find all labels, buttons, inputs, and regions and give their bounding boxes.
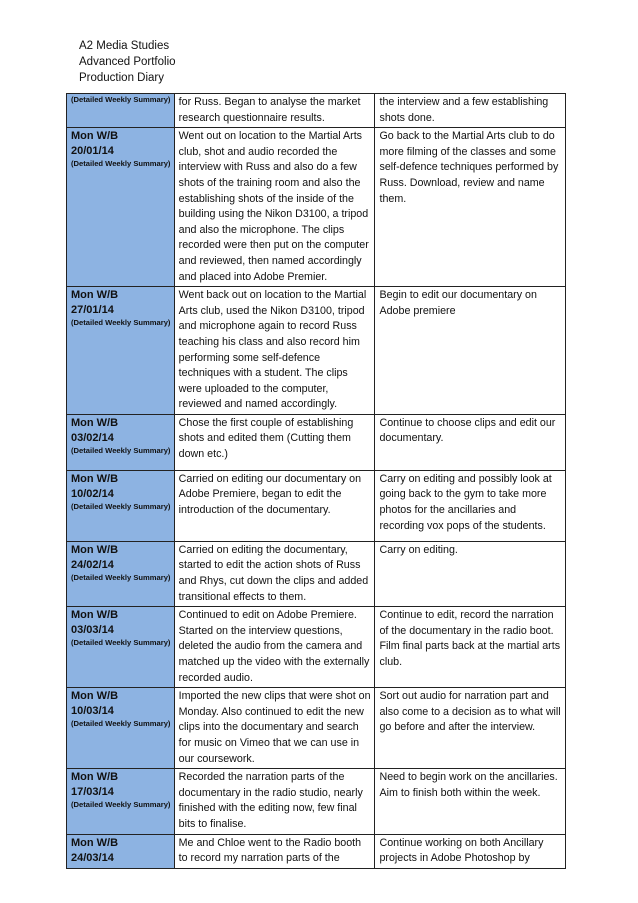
table-row — [67, 607, 566, 688]
table-row — [67, 94, 566, 128]
next-steps-cell: Go back to the Martial Arts club to do more filming of the classes and some self-defence techniques performed by Russ. Download, review and name them. — [375, 128, 566, 287]
week-cell — [67, 769, 175, 834]
work-done-cell: Imported the new clips that were shot on Monday. Also continued to edit the new clips into the documentary and search for music on Vimeo that we can use in our coursework. — [174, 688, 375, 769]
table-row — [67, 688, 566, 769]
week-label: Mon W/B — [71, 690, 119, 703]
work-done-cell: Carried on editing our documentary on Adobe Premiere, began to edit the introduction of the documentary. — [174, 470, 375, 541]
week-summary-label: (Detailed Weekly Summary) — [71, 318, 171, 328]
week-summary-label: (Detailed Weekly Summary) — [71, 638, 171, 648]
week-date: 03/03/14 — [71, 624, 114, 637]
next-steps-cell: Carry on editing. — [375, 541, 566, 606]
week-date: 10/03/14 — [71, 705, 114, 718]
next-steps-cell: Continue working on both Ancillary projects in Adobe Photoshop by — [375, 834, 566, 868]
week-label: Mon W/B — [71, 130, 119, 143]
table-row — [67, 128, 566, 287]
work-done-cell: Continued to edit on Adobe Premiere. Started on the interview questions, deleted the audio from the camera and matched up the video with the externally recorded audio. — [174, 607, 375, 688]
next-steps-cell: Begin to edit our documentary on Adobe premiere — [375, 287, 566, 415]
next-steps-cell: Continue to edit, record the narration of the documentary in the radio boot. Film final parts back at the martial arts club. — [375, 607, 566, 688]
week-date: 10/02/14 — [71, 487, 114, 500]
production-diary-table — [66, 93, 566, 869]
next-steps-cell: Sort out audio for narration part and also come to a decision as to what will go before and after the interview. — [375, 688, 566, 769]
work-done-cell: for Russ. Began to analyse the market research questionnaire results. — [174, 94, 375, 128]
next-steps-cell: Carry on editing and possibly look at going back to the gym to take more photos for the ancillaries and recording vox pops of the students. — [375, 470, 566, 541]
week-date: 03/02/14 — [71, 431, 114, 444]
work-done-cell: Recorded the narration parts of the documentary in the radio studio, nearly finished with the editing now, few final bits to finalise. — [174, 769, 375, 834]
week-label: Mon W/B — [71, 609, 119, 622]
table-row — [67, 834, 566, 868]
next-steps-cell: the interview and a few establishing shots done. — [375, 94, 566, 128]
week-summary-label: (Detailed Weekly Summary) — [71, 95, 171, 104]
week-label: Mon W/B — [71, 472, 119, 485]
table-row — [67, 287, 566, 415]
week-date: 24/02/14 — [71, 558, 114, 571]
week-cell — [67, 541, 175, 606]
work-done-cell: Chose the first couple of establishing shots and edited them (Cutting them down etc.) — [174, 414, 375, 470]
week-label: Mon W/B — [71, 289, 119, 302]
week-summary-label: (Detailed Weekly Summary) — [71, 159, 171, 169]
work-done-cell: Carried on editing the documentary, started to edit the action shots of Russ and Rhys, cut down the clips and added transitional effects to them. — [174, 541, 375, 606]
week-cell — [67, 94, 175, 128]
portfolio-title: Advanced Portfolio — [79, 56, 176, 68]
week-cell — [67, 834, 175, 868]
week-date: 27/01/14 — [71, 304, 114, 317]
week-cell — [67, 607, 175, 688]
week-cell — [67, 470, 175, 541]
week-date: 17/03/14 — [71, 786, 114, 799]
page-header — [79, 38, 176, 86]
table-row — [67, 769, 566, 834]
table-row — [67, 470, 566, 541]
course-title: A2 Media Studies — [79, 40, 170, 52]
week-cell — [67, 287, 175, 415]
week-cell — [67, 688, 175, 769]
week-label: Mon W/B — [71, 836, 119, 849]
week-label: Mon W/B — [71, 771, 119, 784]
next-steps-cell: Continue to choose clips and edit our documentary. — [375, 414, 566, 470]
week-summary-label: (Detailed Weekly Summary) — [71, 445, 171, 455]
week-summary-label: (Detailed Weekly Summary) — [71, 719, 171, 729]
week-cell — [67, 414, 175, 470]
work-done-cell: Me and Chloe went to the Radio booth to record my narration parts of the — [174, 834, 375, 868]
next-steps-cell: Need to begin work on the ancillaries. Aim to finish both within the week. — [375, 769, 566, 834]
work-done-cell: Went back out on location to the Martial Arts club, used the Nikon D3100, tripod and microphone again to record Russ teaching his class and also record him performing some self-defence techniques with a student. The clips were uploaded to the computer, reviewed and named accordingly. — [174, 287, 375, 415]
table-row — [67, 541, 566, 606]
week-summary-label: (Detailed Weekly Summary) — [71, 572, 171, 582]
week-cell — [67, 128, 175, 287]
week-label: Mon W/B — [71, 543, 119, 556]
week-label: Mon W/B — [71, 416, 119, 429]
week-summary-label: (Detailed Weekly Summary) — [71, 501, 171, 511]
week-date: 20/01/14 — [71, 145, 114, 158]
diary-title: Production Diary — [79, 72, 165, 84]
week-summary-label: (Detailed Weekly Summary) — [71, 800, 171, 810]
work-done-cell: Went out on location to the Martial Arts club, shot and audio recorded the interview with Russ and also do a few shots of the training room and also the establishing shots of the inside of the building using the Nikon D3100, a tripod and also the microphone. The clips recorded were then put on the computer and reviewed, then named accordingly and placed into Adobe Premier. — [174, 128, 375, 287]
week-date: 24/03/14 — [71, 851, 114, 864]
table-row — [67, 414, 566, 470]
